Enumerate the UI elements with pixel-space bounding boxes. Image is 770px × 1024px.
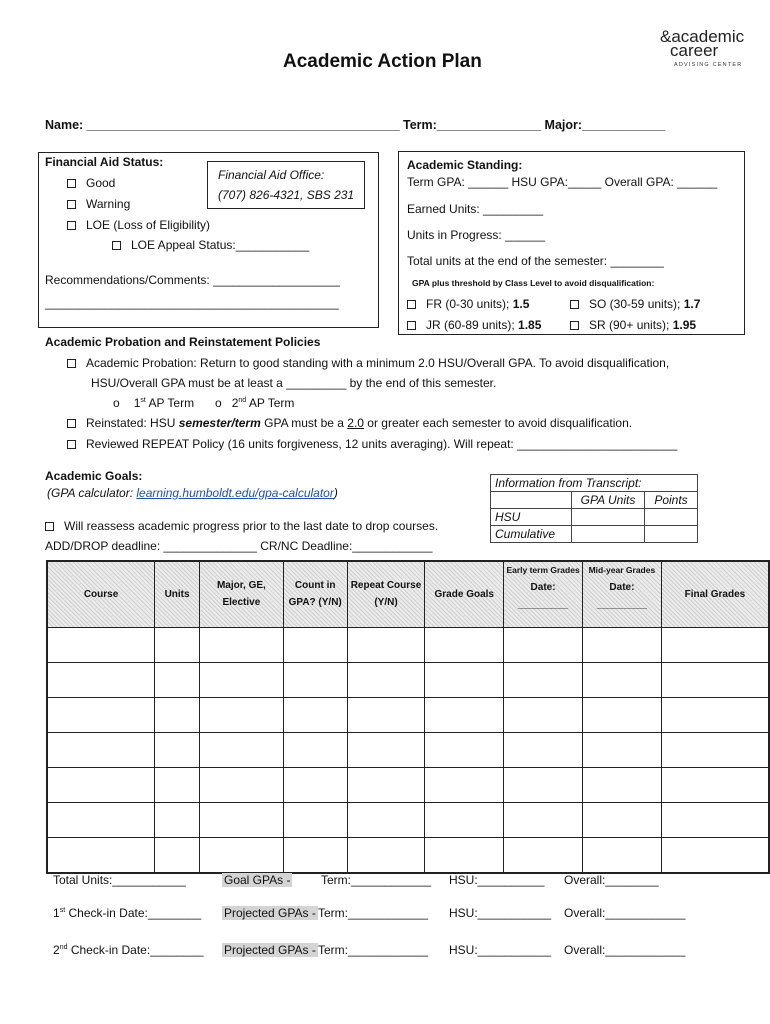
col-count-in-gpa: Count in GPA? (Y/N) (283, 561, 347, 627)
table-cell[interactable] (155, 662, 200, 697)
checkbox-loe-appeal[interactable] (112, 241, 121, 250)
table-cell[interactable] (582, 767, 661, 802)
projected-gpas-label-1: Projected GPAs - (224, 906, 316, 920)
table-row (47, 627, 769, 662)
probation-item-3[interactable]: Reviewed REPEAT Policy (16 units forgiveness, 12 units averaging). Will repeat: ________________________ (67, 437, 677, 451)
table-cell[interactable] (504, 697, 583, 732)
col-grade-goals: Grade Goals (425, 561, 504, 627)
table-cell[interactable] (155, 802, 200, 837)
checkbox-reassess[interactable] (45, 522, 54, 531)
logo-line1: &academic (660, 28, 745, 46)
table-cell[interactable] (504, 802, 583, 837)
table-cell[interactable] (155, 697, 200, 732)
transcript-title: Information from Transcript: (491, 475, 698, 492)
recommendations-line[interactable]: Recommendations/Comments: ___________________ (45, 273, 340, 287)
probation-item-2[interactable]: Reinstated: HSU semester/term GPA must be a 2.0 or greater each semester to avoid disqualification. (67, 416, 632, 430)
fa-option-good[interactable]: Good (67, 176, 115, 190)
checkbox-academic-probation[interactable] (67, 359, 76, 368)
table-cell[interactable] (155, 837, 200, 873)
col-units: Units (155, 561, 200, 627)
table-row (47, 767, 769, 802)
goal-overall[interactable]: Overall:________ (564, 873, 659, 887)
transcript-cell[interactable] (572, 509, 645, 526)
probation-heading: Academic Probation and Reinstatement Policies (45, 335, 321, 349)
table-cell[interactable] (283, 627, 347, 662)
table-cell[interactable] (283, 732, 347, 767)
table-cell[interactable] (661, 662, 769, 697)
table-row (47, 662, 769, 697)
table-cell[interactable] (47, 627, 155, 662)
table-cell[interactable] (425, 767, 504, 802)
table-cell[interactable] (504, 767, 583, 802)
table-row (47, 732, 769, 767)
table-cell[interactable] (504, 837, 583, 873)
checkbox-loe[interactable] (67, 221, 76, 230)
transcript-row-cumulative: Cumulative (491, 526, 572, 543)
table-cell[interactable] (47, 837, 155, 873)
probation-item-1-line2: HSU/Overall GPA must be at least a _________ by the end of this semester. (91, 376, 497, 390)
logo-line2: career (670, 41, 719, 60)
standing-heading: Academic Standing: (407, 158, 523, 172)
table-cell[interactable] (47, 662, 155, 697)
checkbox-repeat-policy[interactable] (67, 440, 76, 449)
projected-overall-2[interactable]: Overall:____________ (564, 943, 686, 957)
table-cell[interactable] (283, 662, 347, 697)
course-grades-table (46, 560, 770, 874)
name-term-major-line[interactable]: Name: _____________________________________________ Term:_______________ Major:____________ (45, 118, 666, 132)
checkin-2-date[interactable]: 2nd Check-in Date:________ (53, 943, 204, 957)
table-cell[interactable] (347, 837, 425, 873)
table-cell[interactable] (283, 802, 347, 837)
table-cell[interactable] (425, 837, 504, 873)
table-cell[interactable] (504, 662, 583, 697)
transcript-cell[interactable] (645, 509, 698, 526)
total-units-end[interactable]: Total units at the end of the semester: ________ (407, 254, 664, 268)
table-cell[interactable] (425, 697, 504, 732)
table-cell[interactable] (661, 627, 769, 662)
projected-gpas-label-2: Projected GPAs - (224, 943, 316, 957)
gpa-line[interactable]: Term GPA: ______ HSU GPA:_____ Overall GPA: ______ (407, 175, 718, 189)
table-cell[interactable] (200, 767, 284, 802)
table-cell[interactable] (47, 767, 155, 802)
level-fr: FR (0-30 units); 1.5 (407, 297, 529, 311)
gpa-calculator-link[interactable]: learning.humboldt.edu/gpa-calculator (136, 486, 334, 500)
transcript-row-hsu: HSU (491, 509, 572, 526)
projected-hsu-2[interactable]: HSU:___________ (449, 943, 552, 957)
reassess-item[interactable]: Will reassess academic progress prior to the last date to drop courses. (45, 519, 438, 533)
table-cell[interactable] (155, 627, 200, 662)
table-row (47, 837, 769, 873)
table-cell[interactable] (47, 802, 155, 837)
table-cell[interactable] (661, 837, 769, 873)
table-cell[interactable] (200, 662, 284, 697)
goal-gpas-label: Goal GPAs - (224, 873, 291, 887)
gpa-calculator-line: (GPA calculator: learning.humboldt.edu/gpa-calculator) (47, 486, 338, 500)
checkbox-jr[interactable] (407, 321, 416, 330)
checkbox-good[interactable] (67, 179, 76, 188)
col-final-grades: Final Grades (661, 561, 769, 627)
goals-heading: Academic Goals: (45, 469, 143, 483)
page-title: Academic Action Plan (283, 51, 482, 72)
table-cell[interactable] (504, 732, 583, 767)
col-early-term-grades: Early term Grades Date: _________ (504, 561, 583, 627)
table-cell[interactable] (661, 732, 769, 767)
checkin-1-date[interactable]: 1st Check-in Date:________ (53, 906, 202, 920)
checkbox-fr[interactable] (407, 300, 416, 309)
table-cell[interactable] (582, 732, 661, 767)
fa-option-warning[interactable]: Warning (67, 197, 130, 211)
level-sr: SR (90+ units); 1.95 (570, 318, 696, 332)
projected-hsu-1[interactable]: HSU:___________ (449, 906, 552, 920)
threshold-heading: GPA plus threshold by Class Level to avoid disqualification: (412, 278, 655, 288)
col-course: Course (47, 561, 155, 627)
table-cell[interactable] (425, 732, 504, 767)
financial-aid-heading: Financial Aid Status: (45, 155, 164, 169)
table-row (47, 802, 769, 837)
transcript-cell[interactable] (645, 526, 698, 543)
table-cell[interactable] (504, 627, 583, 662)
table-cell[interactable] (582, 627, 661, 662)
academic-career-logo (660, 28, 752, 70)
checkbox-so[interactable] (570, 300, 579, 309)
table-cell[interactable] (283, 697, 347, 732)
earned-units[interactable]: Earned Units: _________ (407, 202, 544, 216)
checkbox-reinstated[interactable] (67, 419, 76, 428)
table-cell[interactable] (283, 837, 347, 873)
table-cell[interactable] (582, 837, 661, 873)
table-cell[interactable] (661, 767, 769, 802)
transcript-col-gpa-units: GPA Units (572, 492, 645, 509)
fa-office-phone: (707) 826-4321, SBS 231 (218, 188, 355, 202)
projected-term-2[interactable]: Term:____________ (318, 943, 429, 957)
transcript-cell[interactable] (572, 526, 645, 543)
table-cell[interactable] (200, 837, 284, 873)
table-cell[interactable] (347, 732, 425, 767)
table-cell[interactable] (347, 802, 425, 837)
fa-office-label: Financial Aid Office: (218, 168, 325, 182)
table-cell[interactable] (661, 697, 769, 732)
table-row (47, 697, 769, 732)
fa-option-loe[interactable]: LOE (Loss of Eligibility) (67, 218, 210, 232)
probation-item-1[interactable]: Academic Probation: Return to good standing with a minimum 2.0 HSU/Overall GPA. To avoid disqualification, (67, 356, 669, 370)
goal-term[interactable]: Term:____________ (321, 873, 432, 887)
units-in-progress[interactable]: Units in Progress: ______ (407, 228, 546, 242)
deadlines-line[interactable]: ADD/DROP deadline: ______________ CR/NC Deadline:____________ (45, 539, 433, 553)
col-major-ge-elective: Major, GE, Elective (200, 561, 284, 627)
table-cell[interactable] (283, 767, 347, 802)
table-cell[interactable] (347, 697, 425, 732)
table-cell[interactable] (582, 802, 661, 837)
table-cell[interactable] (47, 697, 155, 732)
transcript-col-points: Points (645, 492, 698, 509)
fa-loe-appeal[interactable]: LOE Appeal Status:___________ (112, 238, 309, 252)
table-cell[interactable] (661, 802, 769, 837)
recommendations-blank-line[interactable]: ____________________________________________ (45, 296, 339, 310)
projected-term-1[interactable]: Term:____________ (318, 906, 429, 920)
total-units[interactable]: Total Units:___________ (53, 873, 186, 887)
circle-bullet-icon[interactable]: o (113, 396, 120, 410)
table-cell[interactable] (425, 627, 504, 662)
table-cell[interactable] (425, 662, 504, 697)
checkbox-warning[interactable] (67, 200, 76, 209)
table-cell[interactable] (347, 662, 425, 697)
table-cell[interactable] (425, 802, 504, 837)
ap-term-1[interactable]: o 1st AP Term (113, 396, 195, 410)
logo-tagline: ADVISING CENTER (674, 62, 743, 68)
table-cell[interactable] (155, 732, 200, 767)
goal-hsu[interactable]: HSU:__________ (449, 873, 545, 887)
ap-term-2[interactable]: o 2nd AP Term (215, 396, 295, 410)
table-cell[interactable] (200, 802, 284, 837)
table-cell[interactable] (200, 732, 284, 767)
col-repeat-course: Repeat Course (Y/N) (347, 561, 425, 627)
level-jr: JR (60-89 units); 1.85 (407, 318, 541, 332)
transcript-table (490, 474, 698, 543)
table-cell[interactable] (200, 697, 284, 732)
circle-bullet-icon[interactable]: o (215, 396, 222, 410)
checkbox-sr[interactable] (570, 321, 579, 330)
table-cell[interactable] (347, 627, 425, 662)
table-cell[interactable] (47, 732, 155, 767)
table-cell[interactable] (347, 767, 425, 802)
table-cell[interactable] (582, 697, 661, 732)
level-so: SO (30-59 units); 1.7 (570, 297, 700, 311)
col-mid-year-grades: Mid-year Grades Date: _________ (582, 561, 661, 627)
table-cell[interactable] (582, 662, 661, 697)
table-cell[interactable] (155, 767, 200, 802)
projected-overall-1[interactable]: Overall:____________ (564, 906, 686, 920)
table-cell[interactable] (200, 627, 284, 662)
